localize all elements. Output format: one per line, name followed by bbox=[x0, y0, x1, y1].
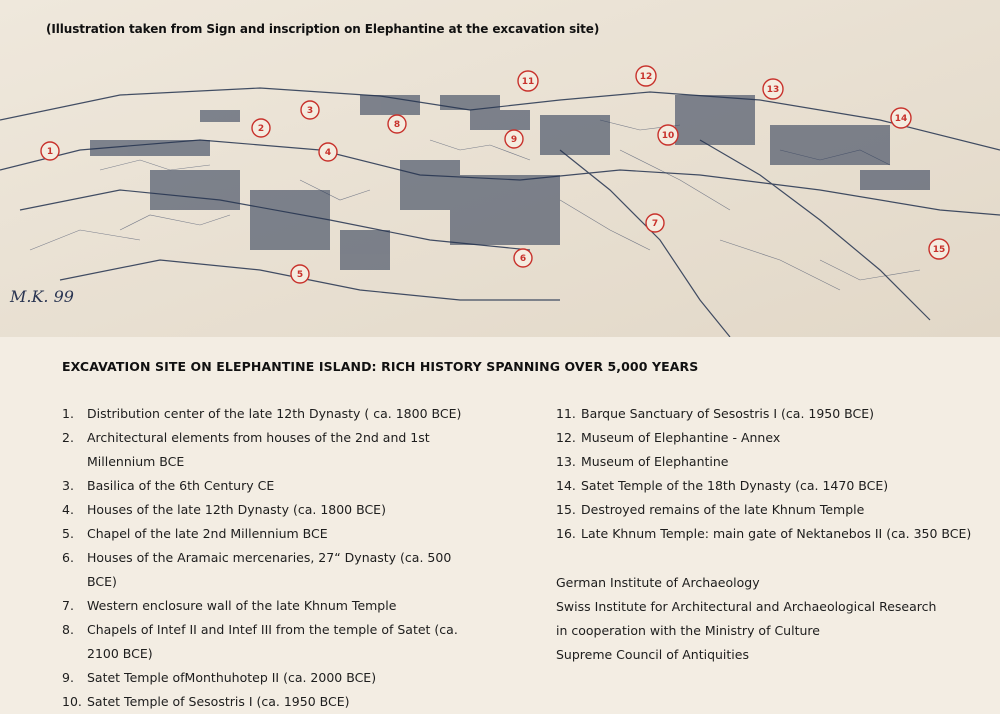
item-number: 15. bbox=[556, 502, 576, 517]
item-text: Late Khnum Temple: main gate of Nektanebos II (ca. 350 BCE) bbox=[581, 526, 972, 541]
site-marker-9[interactable] bbox=[505, 130, 523, 148]
list-item bbox=[556, 426, 976, 450]
site-marker-15[interactable] bbox=[929, 239, 949, 259]
site-marker-13[interactable] bbox=[763, 79, 783, 99]
item-text: Museum of Elephantine - Annex bbox=[581, 430, 781, 445]
item-text: Chapel of the late 2nd Millennium BCE bbox=[87, 526, 328, 541]
list-item bbox=[62, 426, 482, 474]
item-text: Satet Temple of the 18th Dynasty (ca. 1470 BCE) bbox=[581, 478, 889, 493]
site-marker-14-label: 14 bbox=[894, 114, 908, 124]
site-marker-11-label: 11 bbox=[521, 77, 535, 87]
item-text: Chapels of Intef II and Intef III from the temple of Satet (ca. 2100 BCE) bbox=[87, 622, 458, 661]
item-number: 7. bbox=[62, 598, 74, 613]
item-text: Barque Sanctuary of Sesostris I (ca. 1950 BCE) bbox=[581, 406, 875, 421]
item-text: Basilica of the 6th Century CE bbox=[87, 478, 275, 493]
institution-list bbox=[556, 571, 936, 667]
site-list-left bbox=[62, 402, 482, 714]
list-item bbox=[62, 546, 482, 594]
item-number: 16. bbox=[556, 526, 576, 541]
ink-drawing bbox=[0, 0, 1000, 337]
site-marker-8[interactable] bbox=[388, 115, 406, 133]
site-marker-15-label: 15 bbox=[932, 245, 946, 255]
item-number: 4. bbox=[62, 502, 74, 517]
institution-item: Swiss Institute for Architectural and Archaeological Research bbox=[556, 599, 937, 614]
site-marker-4-label: 4 bbox=[324, 148, 332, 158]
item-text: Satet Temple ofMonthuhotep II (ca. 2000 BCE) bbox=[87, 670, 377, 685]
site-marker-4[interactable] bbox=[319, 143, 337, 161]
institution-item: German Institute of Archaeology bbox=[556, 575, 760, 590]
item-text: Houses of the Aramaic mercenaries, 27“ Dynasty (ca. 500 BCE) bbox=[87, 550, 452, 589]
site-marker-6-label: 6 bbox=[519, 254, 527, 264]
site-marker-10-label: 10 bbox=[661, 131, 675, 141]
item-text: Houses of the late 12th Dynasty (ca. 1800 BCE) bbox=[87, 502, 386, 517]
item-text: Architectural elements from houses of the 2nd and 1st Millennium BCE bbox=[87, 430, 430, 469]
list-item bbox=[556, 522, 976, 546]
item-number: 10. bbox=[62, 694, 82, 709]
site-marker-5-label: 5 bbox=[296, 270, 304, 280]
item-text: Western enclosure wall of the late Khnum Temple bbox=[87, 598, 397, 613]
site-marker-2[interactable] bbox=[252, 119, 270, 137]
site-marker-3[interactable] bbox=[301, 101, 319, 119]
item-text: Museum of Elephantine bbox=[581, 454, 729, 469]
item-number: 12. bbox=[556, 430, 576, 445]
site-marker-12-label: 12 bbox=[639, 72, 653, 82]
list-item bbox=[556, 474, 976, 498]
site-marker-14[interactable] bbox=[891, 108, 911, 128]
item-number: 11. bbox=[556, 406, 576, 421]
item-number: 2. bbox=[62, 430, 74, 445]
site-illustration bbox=[0, 0, 1000, 337]
item-number: 5. bbox=[62, 526, 74, 541]
list-item bbox=[556, 402, 976, 426]
list-item bbox=[62, 666, 482, 690]
list-item bbox=[62, 690, 482, 714]
site-marker-7[interactable] bbox=[646, 214, 664, 232]
item-text: Destroyed remains of the late Khnum Temple bbox=[581, 502, 865, 517]
site-marker-7-label: 7 bbox=[651, 219, 659, 229]
site-marker-8-label: 8 bbox=[393, 120, 401, 130]
site-marker-5[interactable] bbox=[291, 265, 309, 283]
site-marker-6[interactable] bbox=[514, 249, 532, 267]
list-item bbox=[62, 402, 482, 426]
artist-signature: M.K. 99 bbox=[10, 287, 74, 306]
site-marker-2-label: 2 bbox=[257, 124, 265, 134]
page-title: EXCAVATION SITE ON ELEPHANTINE ISLAND: RICH HISTORY SPANNING OVER 5,000 YEARS bbox=[62, 359, 699, 374]
site-marker-10[interactable] bbox=[658, 125, 678, 145]
item-number: 1. bbox=[62, 406, 74, 421]
site-marker-3-label: 3 bbox=[306, 106, 314, 116]
list-item bbox=[556, 498, 976, 522]
institution-item: in cooperation with the Ministry of Culture bbox=[556, 623, 820, 638]
institution-item: Supreme Council of Antiquities bbox=[556, 647, 749, 662]
item-text: Satet Temple of Sesostris I (ca. 1950 BCE) bbox=[87, 694, 350, 709]
site-marker-9-label: 9 bbox=[510, 135, 518, 145]
site-marker-1-label: 1 bbox=[46, 147, 54, 157]
illustration-caption: (Illustration taken from Sign and inscription on Elephantine at the excavation site) bbox=[46, 22, 600, 36]
item-text: Distribution center of the late 12th Dynasty ( ca. 1800 BCE) bbox=[87, 406, 462, 421]
item-number: 6. bbox=[62, 550, 74, 565]
item-number: 9. bbox=[62, 670, 74, 685]
item-number: 3. bbox=[62, 478, 74, 493]
site-marker-13-label: 13 bbox=[766, 85, 780, 95]
site-marker-1[interactable] bbox=[41, 142, 59, 160]
list-item bbox=[62, 594, 482, 618]
item-number: 14. bbox=[556, 478, 576, 493]
list-item bbox=[62, 498, 482, 522]
site-list-right bbox=[556, 402, 976, 546]
item-number: 8. bbox=[62, 622, 74, 637]
list-item bbox=[62, 618, 482, 666]
list-item bbox=[62, 474, 482, 498]
site-marker-12[interactable] bbox=[636, 66, 656, 86]
item-number: 13. bbox=[556, 454, 576, 469]
list-item bbox=[62, 522, 482, 546]
list-item bbox=[556, 450, 976, 474]
site-marker-11[interactable] bbox=[518, 71, 538, 91]
